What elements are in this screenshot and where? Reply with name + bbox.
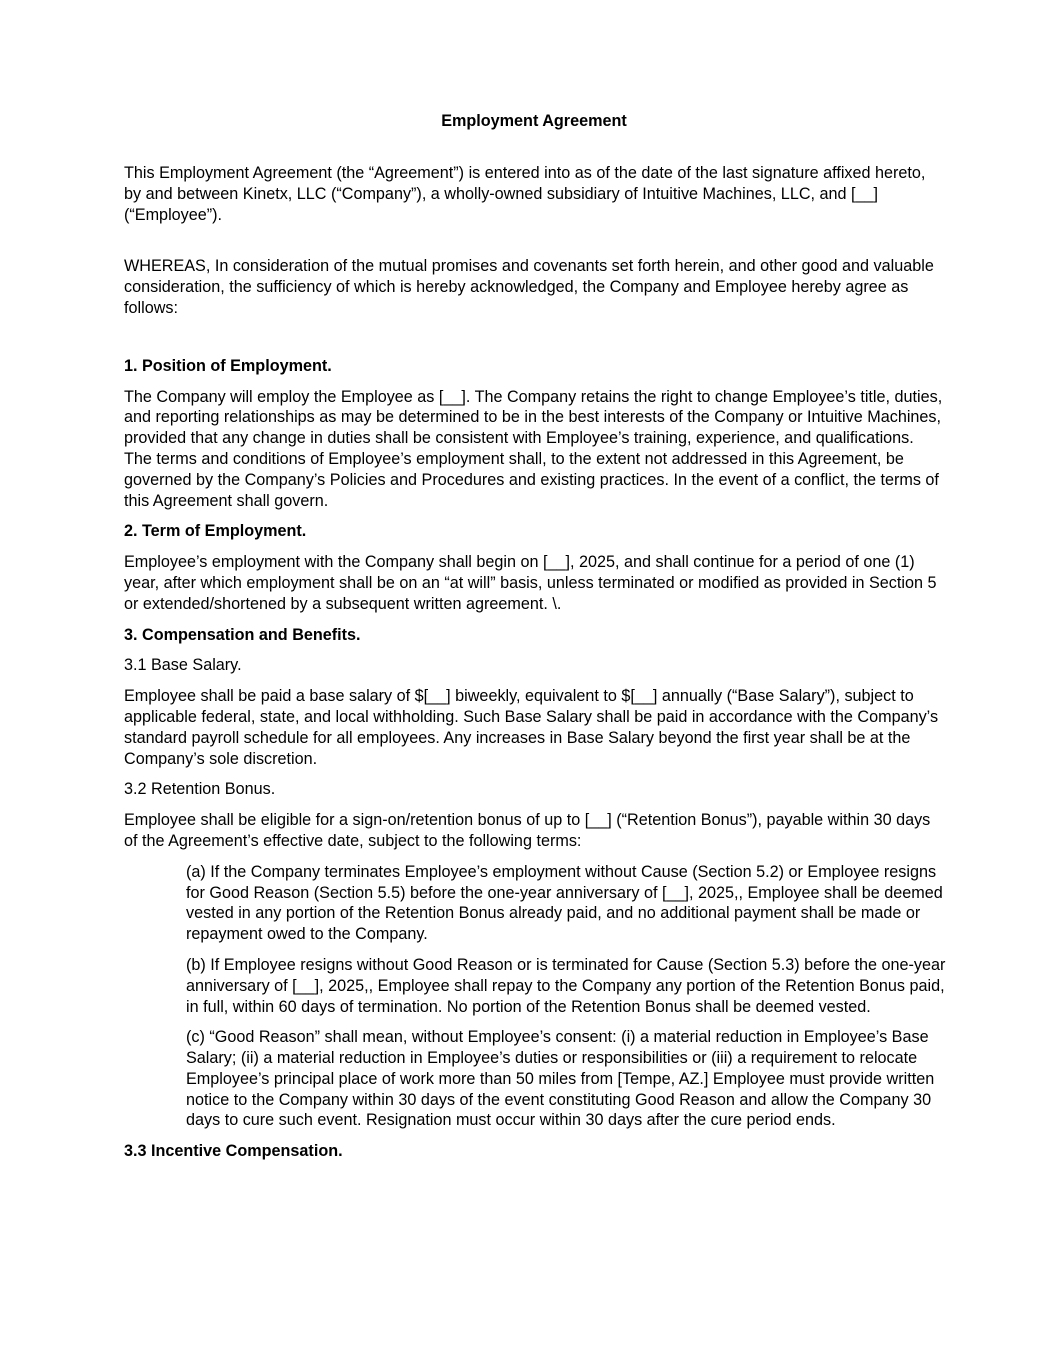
- subsection-3-1-heading: 3.1 Base Salary.: [124, 656, 242, 675]
- document-page: [124, 111, 944, 1162]
- subsection-3-3-heading: 3.3 Incentive Compensation.: [124, 1142, 343, 1161]
- whereas-paragraph: WHEREAS, In consideration of the mutual promises and covenants set forth herein, and other good and valuable consideration, the sufficiency of which is hereby acknowledged, the Company and Employee hereby agree as follows:: [124, 257, 934, 317]
- clause-a: (a) If the Company terminates Employee’s employment without Cause (Section 5.2) or Employee resigns for Good Reason (Section 5.5) before the one-year anniversary of [__], 2025,, Employee shall be deemed vested in any portion of the Retention Bonus already paid, and no additional payment shall be made or repayment owed to the Company.: [186, 862, 943, 944]
- clause-c: (c) “Good Reason” shall mean, without Employee’s consent: (i) a material reduction in Employee’s Base Salary; (ii) a material reduction in Employee’s duties or responsibilities or (iii) a requirement to relocate Employee’s principal place of work more than 50 miles from [Tempe, AZ.] Employee must provide written notice to the Company within 30 days of the event constituting Good Reason and allow the Company 30 days to cure such event. Resignation must occur within 30 days after the cure period ends.: [186, 1028, 935, 1130]
- clause-b: (b) If Employee resigns without Good Reason or is terminated for Cause (Section 5.3) before the one-year anniversary of [__], 2025,, Employee shall repay to the Company any portion of the Retention Bonus paid, in full, within 60 days of termination. No portion of the Retention Bonus shall be deemed vested.: [186, 955, 946, 1016]
- section-2-body: Employee’s employment with the Company shall begin on [__], 2025, and shall continue for a period of one (1) year, after which employment shall be on an “at will” basis, unless terminated or modified as provided in Section 5 or extended/shortened by a subsequent written agreement. \.: [124, 553, 937, 613]
- subsection-3-2-heading: 3.2 Retention Bonus.: [124, 780, 276, 799]
- intro-paragraph: This Employment Agreement (the “Agreement”) is entered into as of the date of the last signature affixed hereto, by and between Kinetx, LLC (“Company”), a wholly-owned subsidiary of Intuitive Machines, LLC, and [__] (“Employee”).: [124, 164, 926, 224]
- section-3-heading: 3. Compensation and Benefits.: [124, 625, 361, 644]
- section-1-heading: 1. Position of Employment.: [124, 356, 332, 375]
- section-1-body: The Company will employ the Employee as [__]. The Company retains the right to change Employee’s title, duties, and reporting relationships as may be determined to be in the best interests of the Company or Intuitive Machines, provided that any change in duties shall be consistent with Employee’s training, experience, and qualifications. The terms and conditions of Employee’s employment shall, to the extent not addressed in this Agreement, be governed by the Company’s Policies and Procedures and existing practices. In the event of a conflict, the terms of this Agreement shall govern.: [124, 387, 943, 510]
- section-2-heading: 2. Term of Employment.: [124, 522, 307, 541]
- document-title: Employment Agreement: [441, 112, 627, 130]
- subsection-3-1-body: Employee shall be paid a base salary of $[__] biweekly, equivalent to $[__] annually (“Base Salary”), subject to applicable federal, state, and local withholding. Such Base Salary shall be paid in accordance with the Company’s standard payroll schedule for all employees. Any increases in Base Salary beyond the first year shall be at the Company’s sole discretion.: [124, 687, 939, 768]
- subsection-3-2-body: Employee shall be eligible for a sign-on/retention bonus of up to [__] (“Retention Bonus”), payable within 30 days of the Agreement’s effective date, subject to the following terms:: [124, 811, 931, 850]
